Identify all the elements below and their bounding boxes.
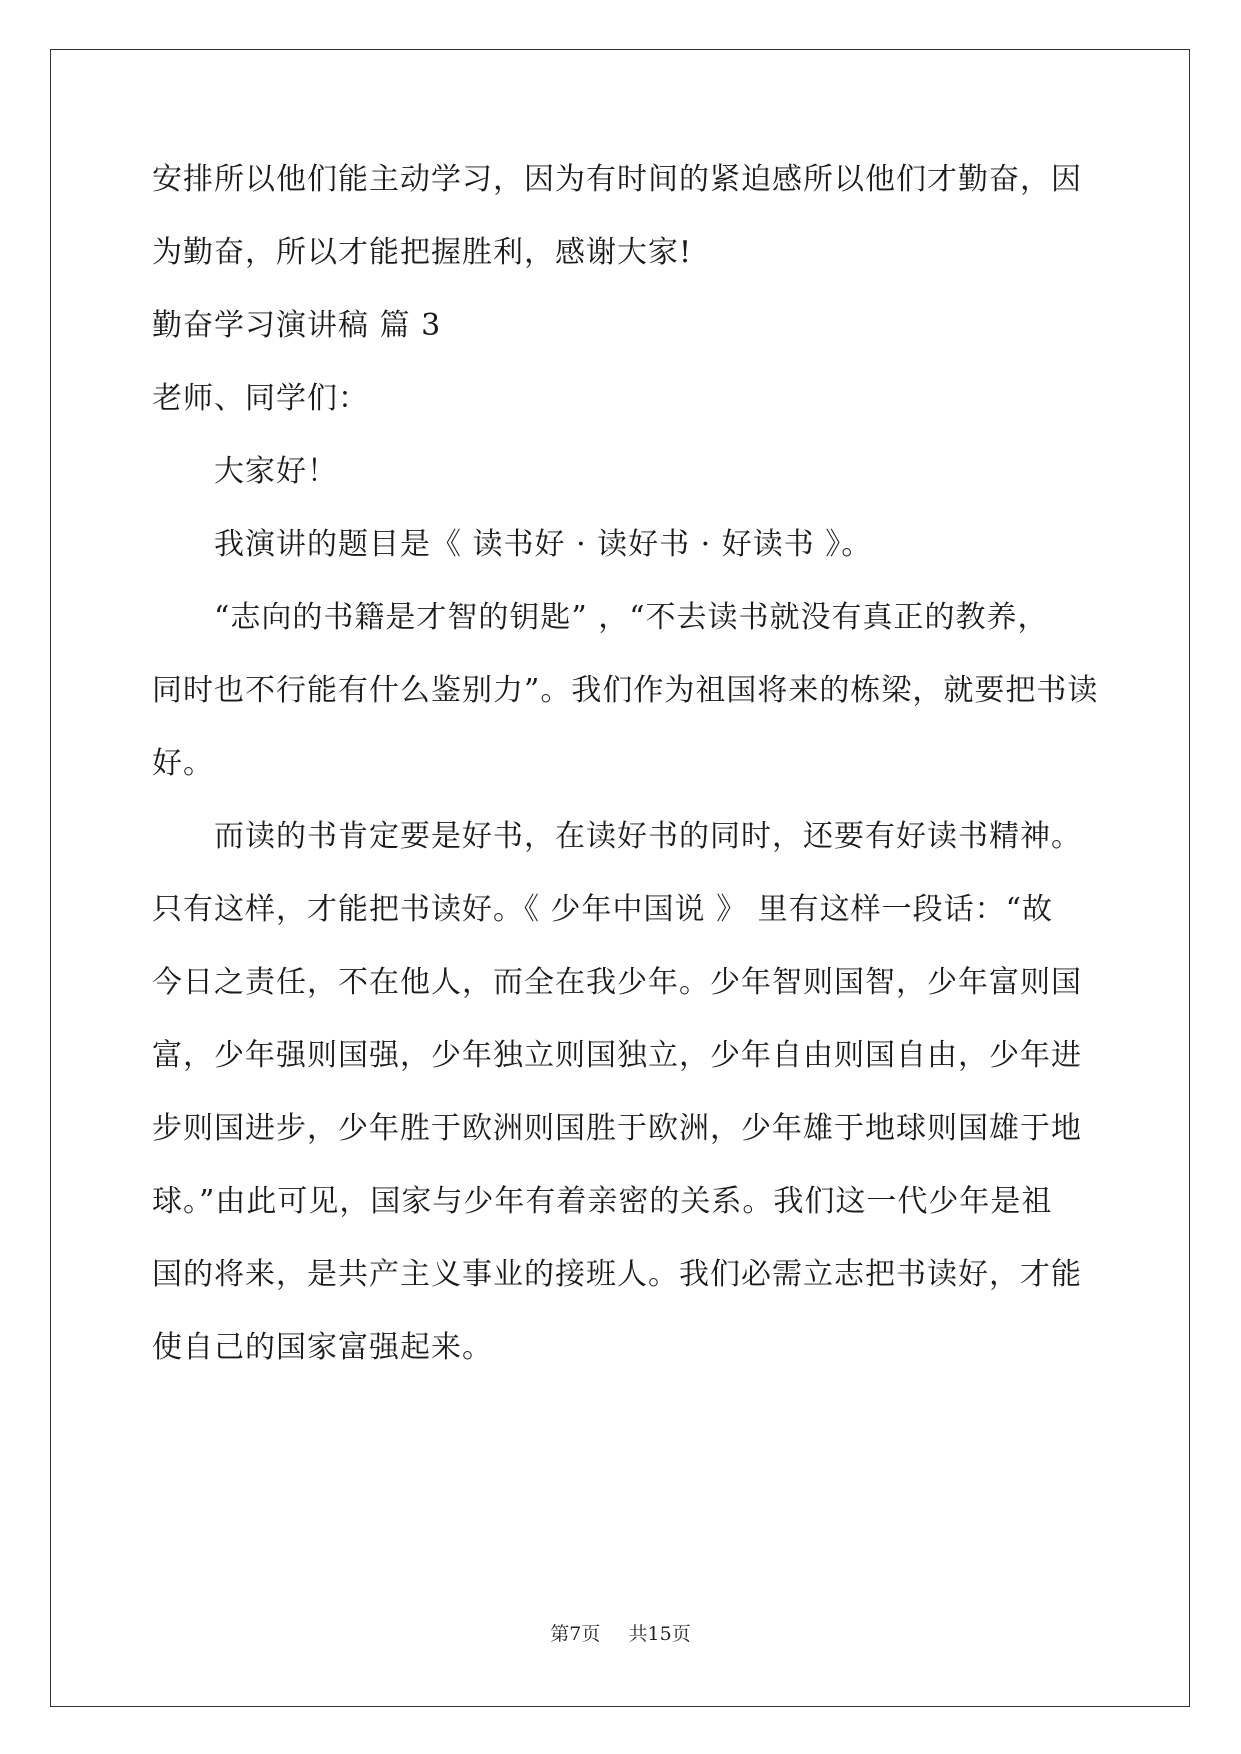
paragraph-line: 今日之责任，不在他人，而全在我少年。少年智则国智，少年富则国 — [152, 965, 1082, 1000]
page-total: 共15页 — [628, 1623, 691, 1645]
page-footer — [0, 1622, 1241, 1646]
paragraph-line: 安排所以他们能主动学习，因为有时间的紧迫感所以他们才勤奋，因 — [152, 162, 1082, 197]
paragraph-line: 球。”由此可见，国家与少年有着亲密的关系。我们这一代少年是祖 — [152, 1184, 1053, 1219]
paragraph-line: 为勤奋，所以才能把握胜利，感谢大家! — [152, 235, 693, 270]
salutation: 老师、同学们： — [152, 381, 369, 416]
page-border — [50, 49, 1190, 1707]
paragraph-line: 同时也不行能有什么鉴别力”。我们作为祖国将来的栋梁，就要把书读 — [152, 673, 1099, 708]
greeting: 大家好！ — [214, 454, 338, 489]
paragraph-line: 我演讲的题目是《 读书好 · 读好书 · 好读书 》。 — [214, 527, 873, 562]
paragraph-line: 而读的书肯定要是好书，在读好书的同时，还要有好读书精神。 — [214, 819, 1082, 854]
paragraph-line: 步则国进步，少年胜于欧洲则国胜于欧洲，少年雄于地球则国雄于地 — [152, 1111, 1082, 1146]
page-number: 第7页 — [550, 1623, 601, 1645]
paragraph-line: 使自己的国家富强起来。 — [152, 1330, 493, 1365]
paragraph-line: 只有这样，才能把书读好。《 少年中国说 》 里有这样一段话：“故 — [152, 892, 1053, 927]
paragraph-line: 好。 — [152, 746, 214, 781]
paragraph-line: 国的将来，是共产主义事业的接班人。我们必需立志把书读好，才能 — [152, 1257, 1082, 1292]
paragraph-line: 富，少年强则国强，少年独立则国独立，少年自由则国自由，少年进 — [152, 1038, 1082, 1073]
section-heading: 勤奋学习演讲稿 篇 3 — [152, 308, 442, 343]
paragraph-line: “志向的书籍是才智的钥匙” ，“不去读书就没有真正的教养， — [214, 600, 1049, 635]
